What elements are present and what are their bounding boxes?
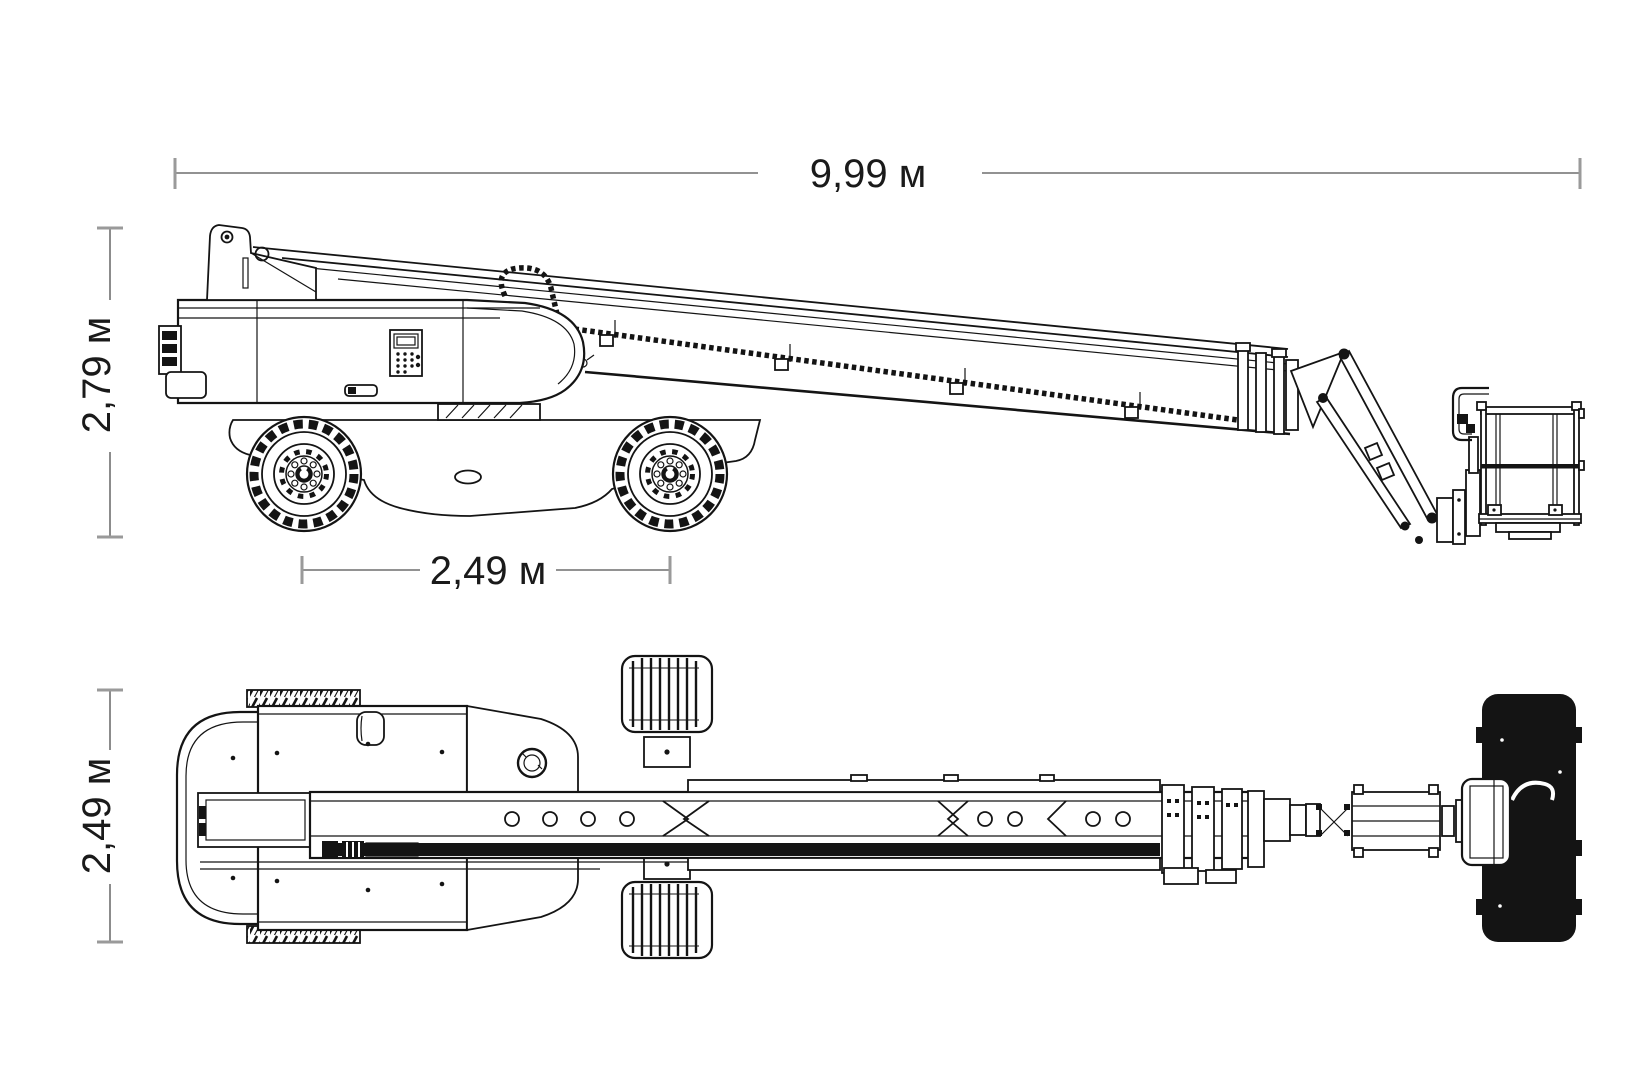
basket-support: [1466, 470, 1480, 536]
front-upper-tread: [247, 690, 360, 707]
dimension-height: [75, 228, 123, 537]
platform-basket: [1453, 388, 1584, 539]
boom-mast: [207, 225, 316, 300]
dimension-label-length: 9,99 м: [809, 152, 927, 196]
dimension-width: [75, 690, 123, 942]
side-view: [159, 225, 1584, 544]
basket-top: [1462, 694, 1582, 942]
boom-nose-collars: [1236, 343, 1298, 434]
door-handle: [345, 385, 377, 396]
hood-taper-upper: [467, 706, 578, 792]
dimension-label-height: 2,79 м: [75, 316, 119, 434]
dimension-length: [175, 152, 1580, 196]
boom-upper-rail: [688, 780, 1160, 792]
boom-dark-band: [336, 843, 1160, 856]
rear-wheel: [613, 417, 727, 531]
jib-top: [1306, 785, 1468, 857]
front-wheel: [247, 417, 361, 531]
basket-gate: [1462, 779, 1510, 865]
dimension-label-wheelbase: 2,49 м: [429, 549, 547, 593]
rear-upper-tire: [622, 656, 712, 732]
top-view: [177, 656, 1582, 958]
dimension-label-width: 2,49 м: [75, 757, 119, 875]
basket-mid-rail: [1481, 464, 1579, 469]
turret-body: [159, 300, 584, 403]
jib-arm: [1291, 349, 1465, 545]
boom-lower-rail: [688, 858, 1160, 870]
dimension-wheelbase: [302, 549, 670, 593]
boom-top-collars: [1162, 785, 1264, 884]
basket-cage: [1477, 402, 1584, 539]
turntable: [438, 404, 540, 420]
boom-butt: [198, 793, 312, 847]
basket-rotator: [1437, 490, 1465, 544]
control-panel: [390, 330, 422, 376]
rear-lower-tire: [622, 882, 712, 958]
